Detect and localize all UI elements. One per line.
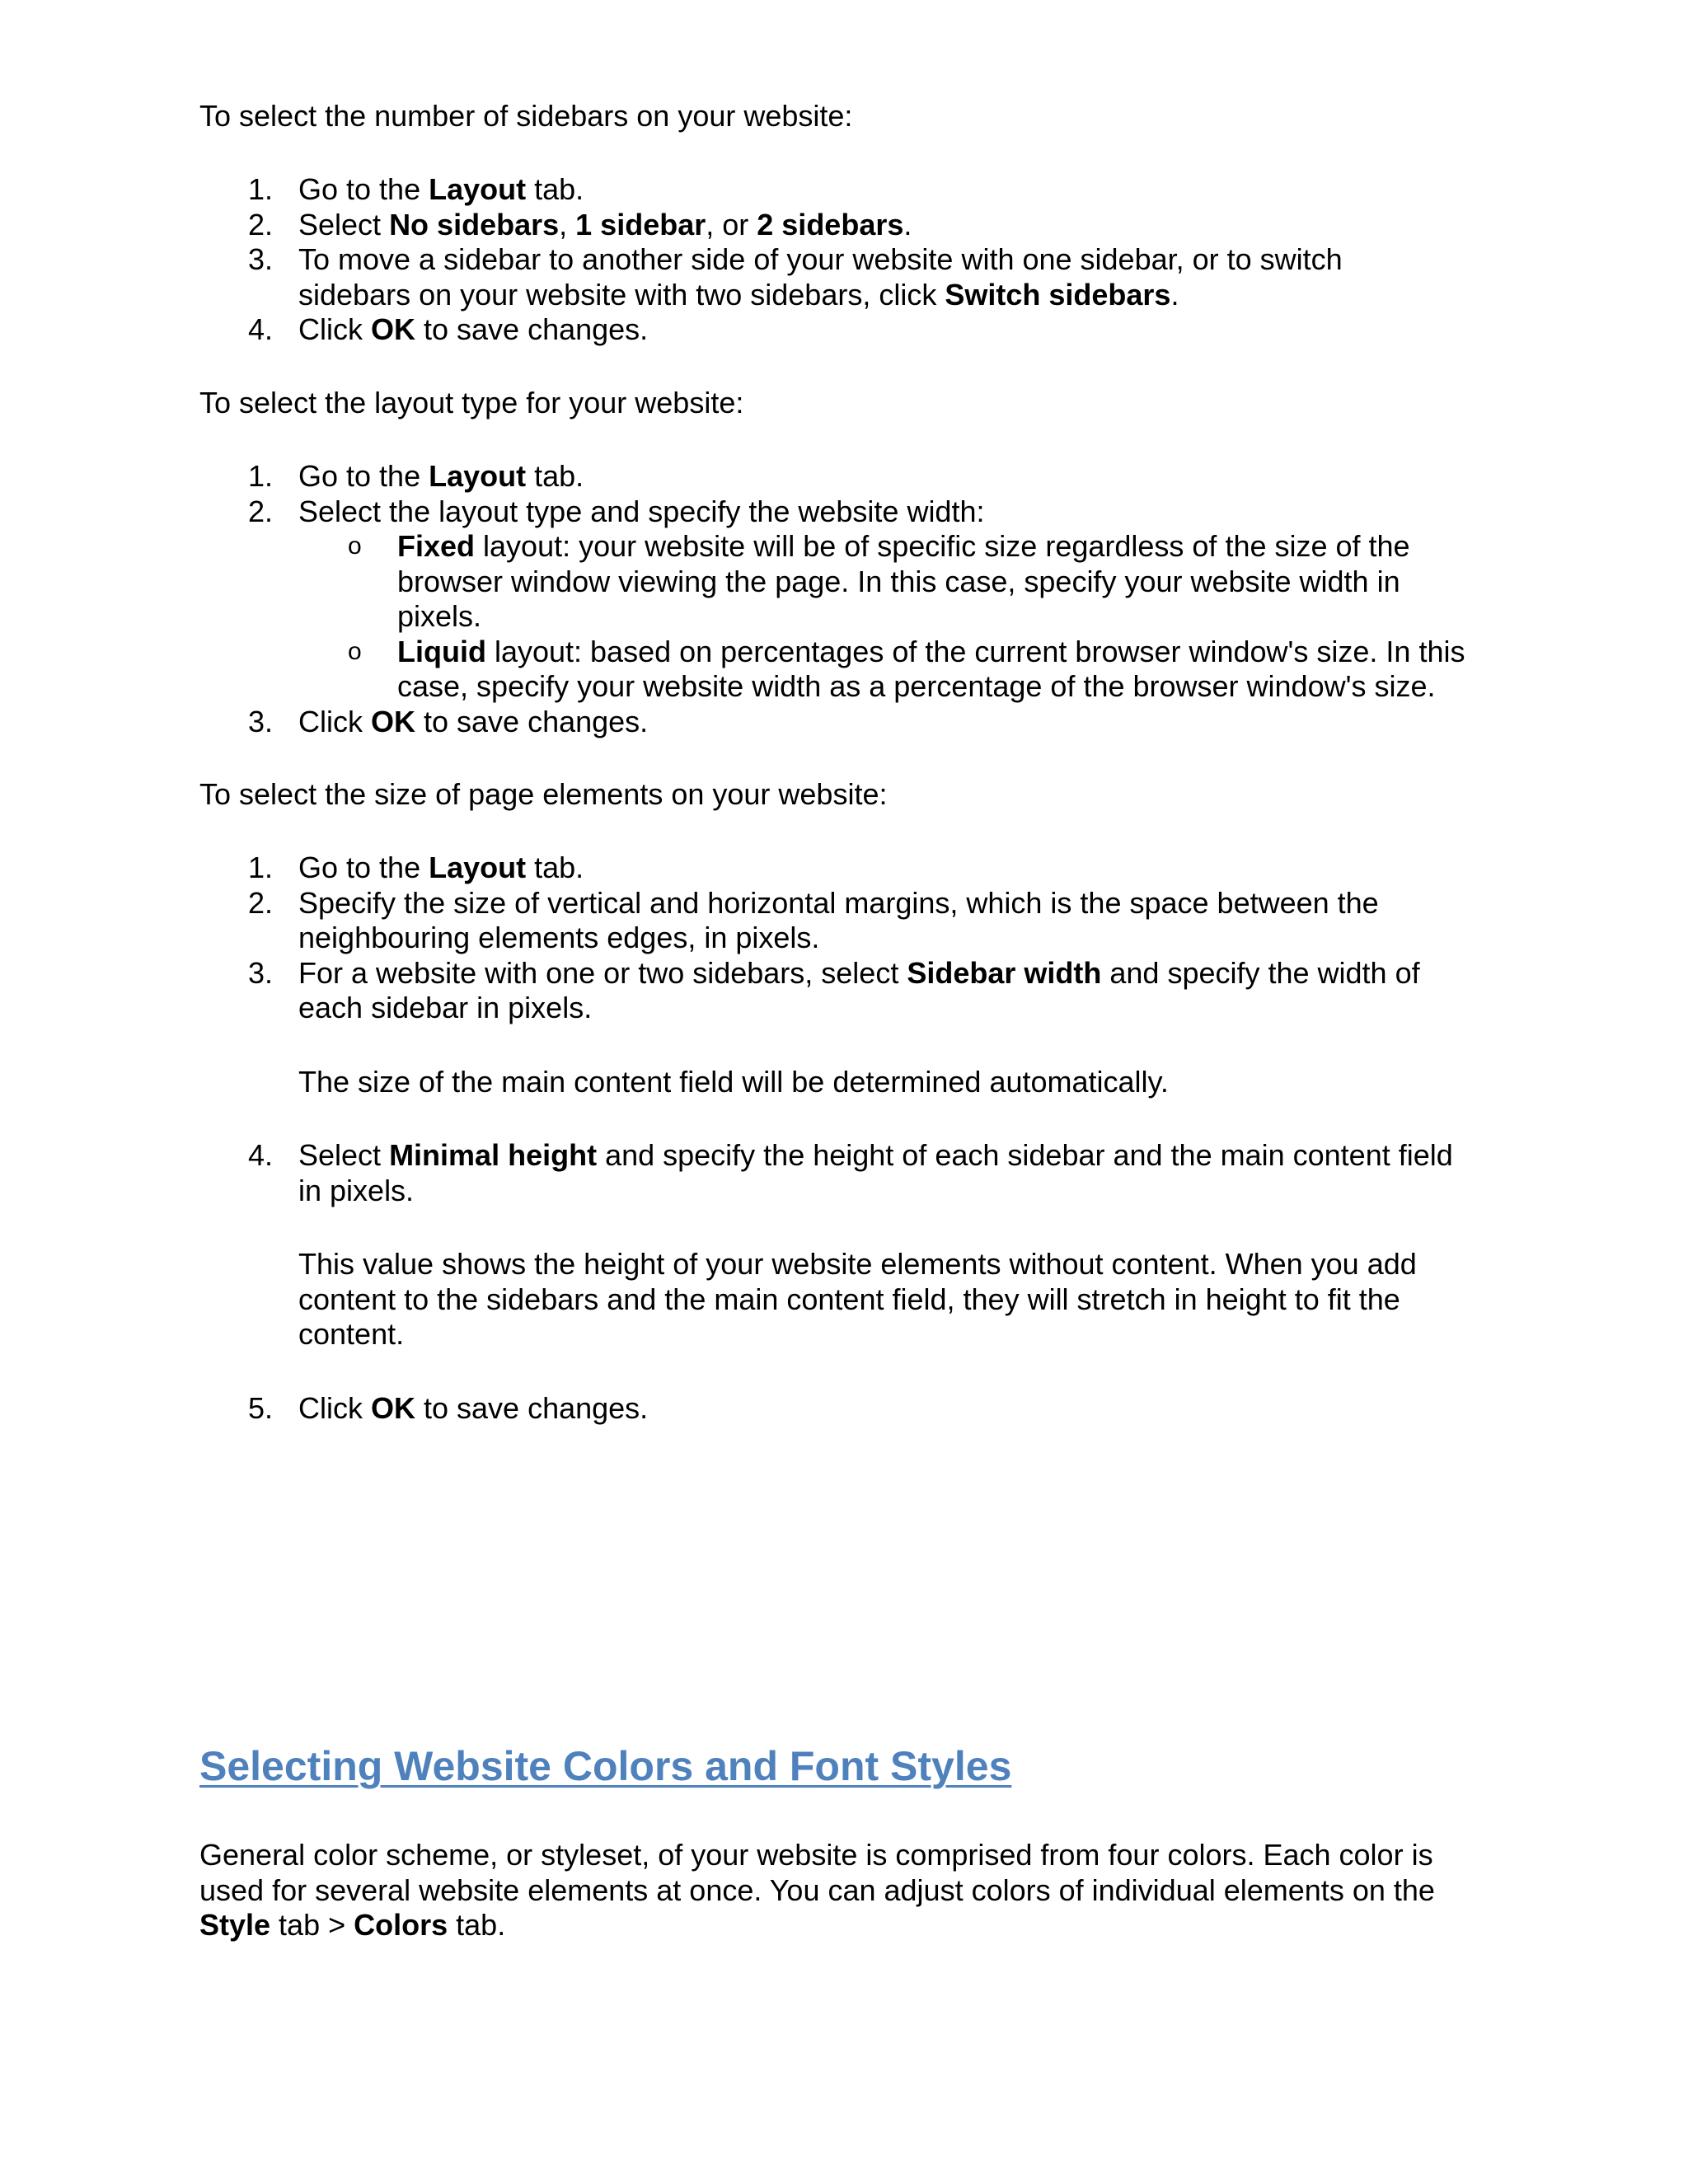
step-number: 4. xyxy=(248,1138,274,1172)
list-item: 1. Go to the Layout tab. xyxy=(248,851,584,884)
list-item: 2. Select No sidebars, 1 sidebar, or 2 sidebars. xyxy=(248,207,912,241)
list-item: 3. To move a sidebar to another side of your website with one sidebar, or to switch sidebars on your website with two sidebars, click Switch sidebars. xyxy=(248,242,1343,312)
list-item: 1. Go to the Layout tab. xyxy=(248,172,584,206)
list-item: 4. Select Minimal height and specify the height of each sidebar and the main content field in pixels. xyxy=(248,1138,1453,1207)
spacer xyxy=(199,1208,1453,1247)
list-item: 3. Click OK to save changes. xyxy=(248,704,649,738)
bullet-item-liquid: o Liquid layout: based on percentages of the current browser window's size. In this case, specify your website width as a percentage of the browser window's size. xyxy=(348,634,1465,703)
list-item: 1. Go to the Layout tab. xyxy=(248,459,584,493)
list-item: 4. Click OK to save changes. xyxy=(248,312,649,346)
step-number: 3. xyxy=(248,704,274,738)
step-number: 2. xyxy=(248,494,274,528)
step-number: 3. xyxy=(248,955,274,990)
list-item: 2. Specify the size of vertical and horizontal margins, which is the space between the neighbouring elements edges, in pixels. xyxy=(248,885,1379,954)
step-note: This value shows the height of your website elements without content. When you add content to the sidebars and the main content field, they will stretch in height to fit the content. xyxy=(298,1247,1417,1351)
layout-type-intro: To select the layout type for your website: xyxy=(199,386,744,419)
bullet-icon: o xyxy=(348,637,362,665)
spacer xyxy=(199,1352,1453,1391)
spacer xyxy=(199,1099,1453,1138)
bullet-icon: o xyxy=(348,532,362,560)
colors-paragraph: General color scheme, or styleset, of your website is comprised from four colors. Each color is used for several website elements at once. You can adjust colors of individual elements on the Style tab > Colors tab. xyxy=(199,1838,1435,1942)
step-number: 1. xyxy=(248,459,274,493)
sidebars-steps xyxy=(199,172,1343,348)
step-number: 1. xyxy=(248,851,274,884)
step-number: 3. xyxy=(248,242,274,276)
step-number: 1. xyxy=(248,172,274,206)
bullet-item-fixed: o Fixed layout: your website will be of specific size regardless of the size of the browser window viewing the page. In this case, specify your website width in pixels. xyxy=(348,529,1410,633)
step-number: 2. xyxy=(248,885,274,920)
step-note: The size of the main content field will be determined automatically. xyxy=(298,1064,1169,1099)
section-heading: Selecting Website Colors and Font Styles xyxy=(199,1743,1012,1789)
step-number: 2. xyxy=(248,207,274,241)
page-elements-intro: To select the size of page elements on your website: xyxy=(199,777,888,811)
layout-type-steps xyxy=(199,459,1465,739)
list-item: 3. For a website with one or two sidebars, select Sidebar width and specify the width of each sidebar in pixels. xyxy=(248,955,1420,1024)
list-item: 2. Select the layout type and specify the website width: xyxy=(248,494,985,528)
list-item: 5. Click OK to save changes. xyxy=(248,1390,649,1425)
page-elements-steps xyxy=(199,851,1453,1426)
step-number: 4. xyxy=(248,312,274,346)
step-number: 5. xyxy=(248,1390,274,1425)
spacer xyxy=(199,1026,1453,1065)
sidebars-intro: To select the number of sidebars on your website: xyxy=(199,99,853,133)
